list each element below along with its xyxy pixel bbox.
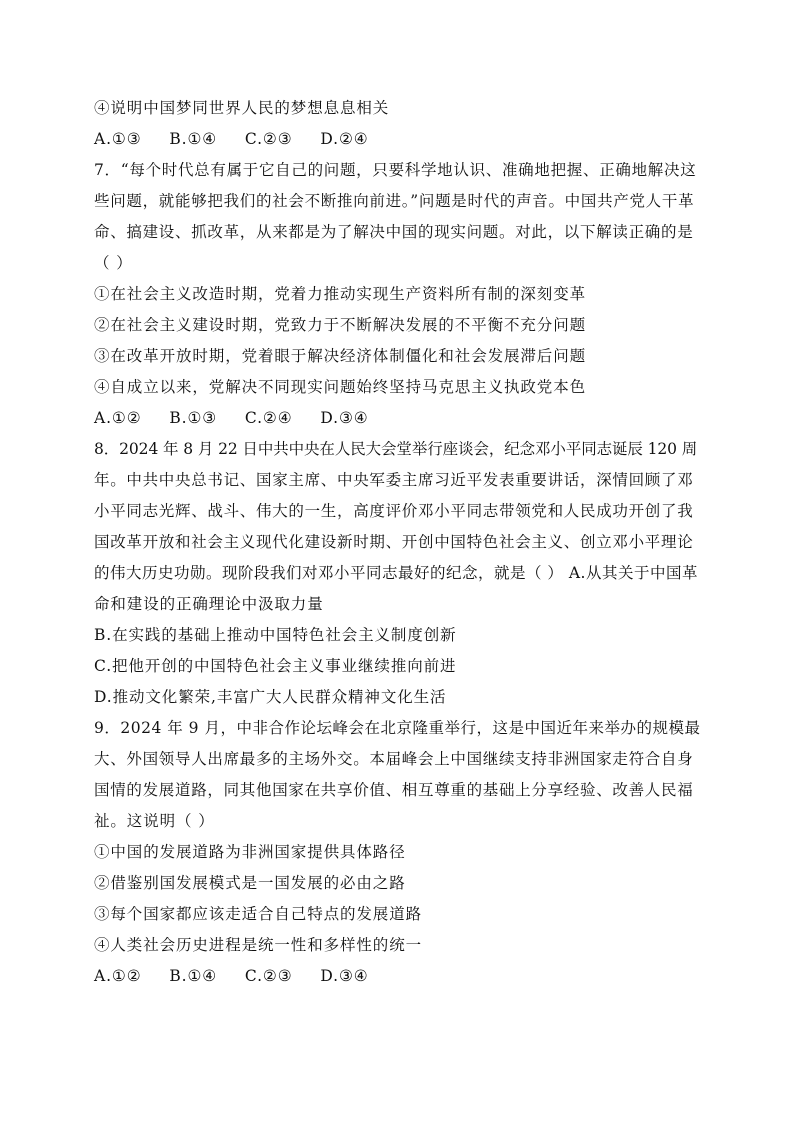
option-c: C.②③ (244, 967, 293, 985)
q8-stem-line-1: 8．2024 年 8 月 22 日中共中央在人民大会堂举行座谈会，纪念邓小平同志诞辰 120 周 (94, 440, 698, 458)
q8-stem-line-2: 年。中共中央总书记、国家主席、中央军委主席习近平发表重要讲话，深情回顾了邓 (94, 471, 694, 489)
q8-option-a-cont: 命和建设的正确理论中汲取力量 (94, 595, 324, 613)
q9-item-4: ④人类社会历史进程是统一性和多样性的统一 (94, 936, 423, 954)
q7-answer-bracket: （ ） (94, 254, 133, 272)
option-b: B.①④ (169, 130, 218, 148)
option-d: D.③④ (320, 409, 369, 427)
q9-item-1: ①中国的发展道路为非洲国家提供具体路径 (94, 843, 406, 861)
q9-stem-line-1: 9．2024 年 9 月，中非合作论坛峰会在北京隆重举行，这是中国近年来举办的规模最 (94, 719, 701, 737)
q8-option-d: D.推动文化繁荣,丰富广大人民群众精神文化生活 (94, 688, 447, 706)
option-c: C.②④ (244, 409, 293, 427)
q9-stem-line-2: 大、外国领导人出席最多的主场外交。本届峰会上中国继续支持非洲国家走符合自身 (94, 750, 694, 768)
prev-item-4: ④说明中国梦同世界人民的梦想息息相关 (94, 99, 390, 117)
q8-option-c: C.把他开创的中国特色社会主义事业继续推向前进 (94, 657, 457, 675)
option-d: D.②④ (320, 130, 369, 148)
q9-options (94, 966, 369, 986)
q7-item-2: ②在社会主义建设时期，党致力于不断解决发展的不平衡不充分问题 (94, 316, 587, 334)
prev-options (94, 129, 369, 149)
option-d: D.③④ (320, 967, 369, 985)
option-a: A.①③ (94, 130, 142, 148)
q8-stem-line-5: 的伟大历史功勋。现阶段我们对邓小平同志最好的纪念，就是（ ） A.从其关于中国革 (94, 564, 698, 582)
option-b: B.①③ (169, 409, 218, 427)
option-c: C.②③ (244, 130, 293, 148)
q9-item-3: ③每个国家都应该走适合自己特点的发展道路 (94, 905, 423, 923)
q7-stem-line-3: 命、搞建设、抓改革，从来都是为了解决中国的现实问题。对此，以下解读正确的是 (94, 223, 694, 241)
q7-stem-line-1: 7．“每个时代总有属于它自己的问题，只要科学地认识、准确地把握、正确地解决这 (94, 161, 697, 179)
q9-item-2: ②借鉴别国发展模式是一国发展的必由之路 (94, 874, 406, 892)
q7-options (94, 408, 369, 428)
q7-stem-line-2: 些问题，就能够把我们的社会不断推向前进。”问题是时代的声音。中国共产党人干革 (94, 192, 695, 210)
q9-stem-line-4: 祉。这说明（ ） (94, 812, 215, 830)
q7-item-3: ③在改革开放时期，党着眼于解决经济体制僵化和社会发展滞后问题 (94, 347, 587, 365)
option-a: A.①② (94, 967, 142, 985)
q8-stem-line-3: 小平同志光辉、战斗、伟大的一生，高度评价邓小平同志带领党和人民成功开创了我 (94, 502, 694, 520)
option-a: A.①② (94, 409, 142, 427)
option-b: B.①④ (169, 967, 218, 985)
q8-stem-line-4: 国改革开放和社会主义现代化建设新时期、开创中国特色社会主义、创立邓小平理论 (94, 533, 694, 551)
q9-stem-line-3: 国情的发展道路，同其他国家在共享价值、相互尊重的基础上分享经验、改善人民福 (94, 781, 694, 799)
q7-item-1: ①在社会主义改造时期，党着力推动实现生产资料所有制的深刻变革 (94, 285, 587, 303)
q7-item-4: ④自成立以来，党解决不同现实问题始终坚持马克思主义执政党本色 (94, 378, 587, 396)
q8-option-b: B.在实践的基础上推动中国特色社会主义制度创新 (94, 626, 457, 644)
